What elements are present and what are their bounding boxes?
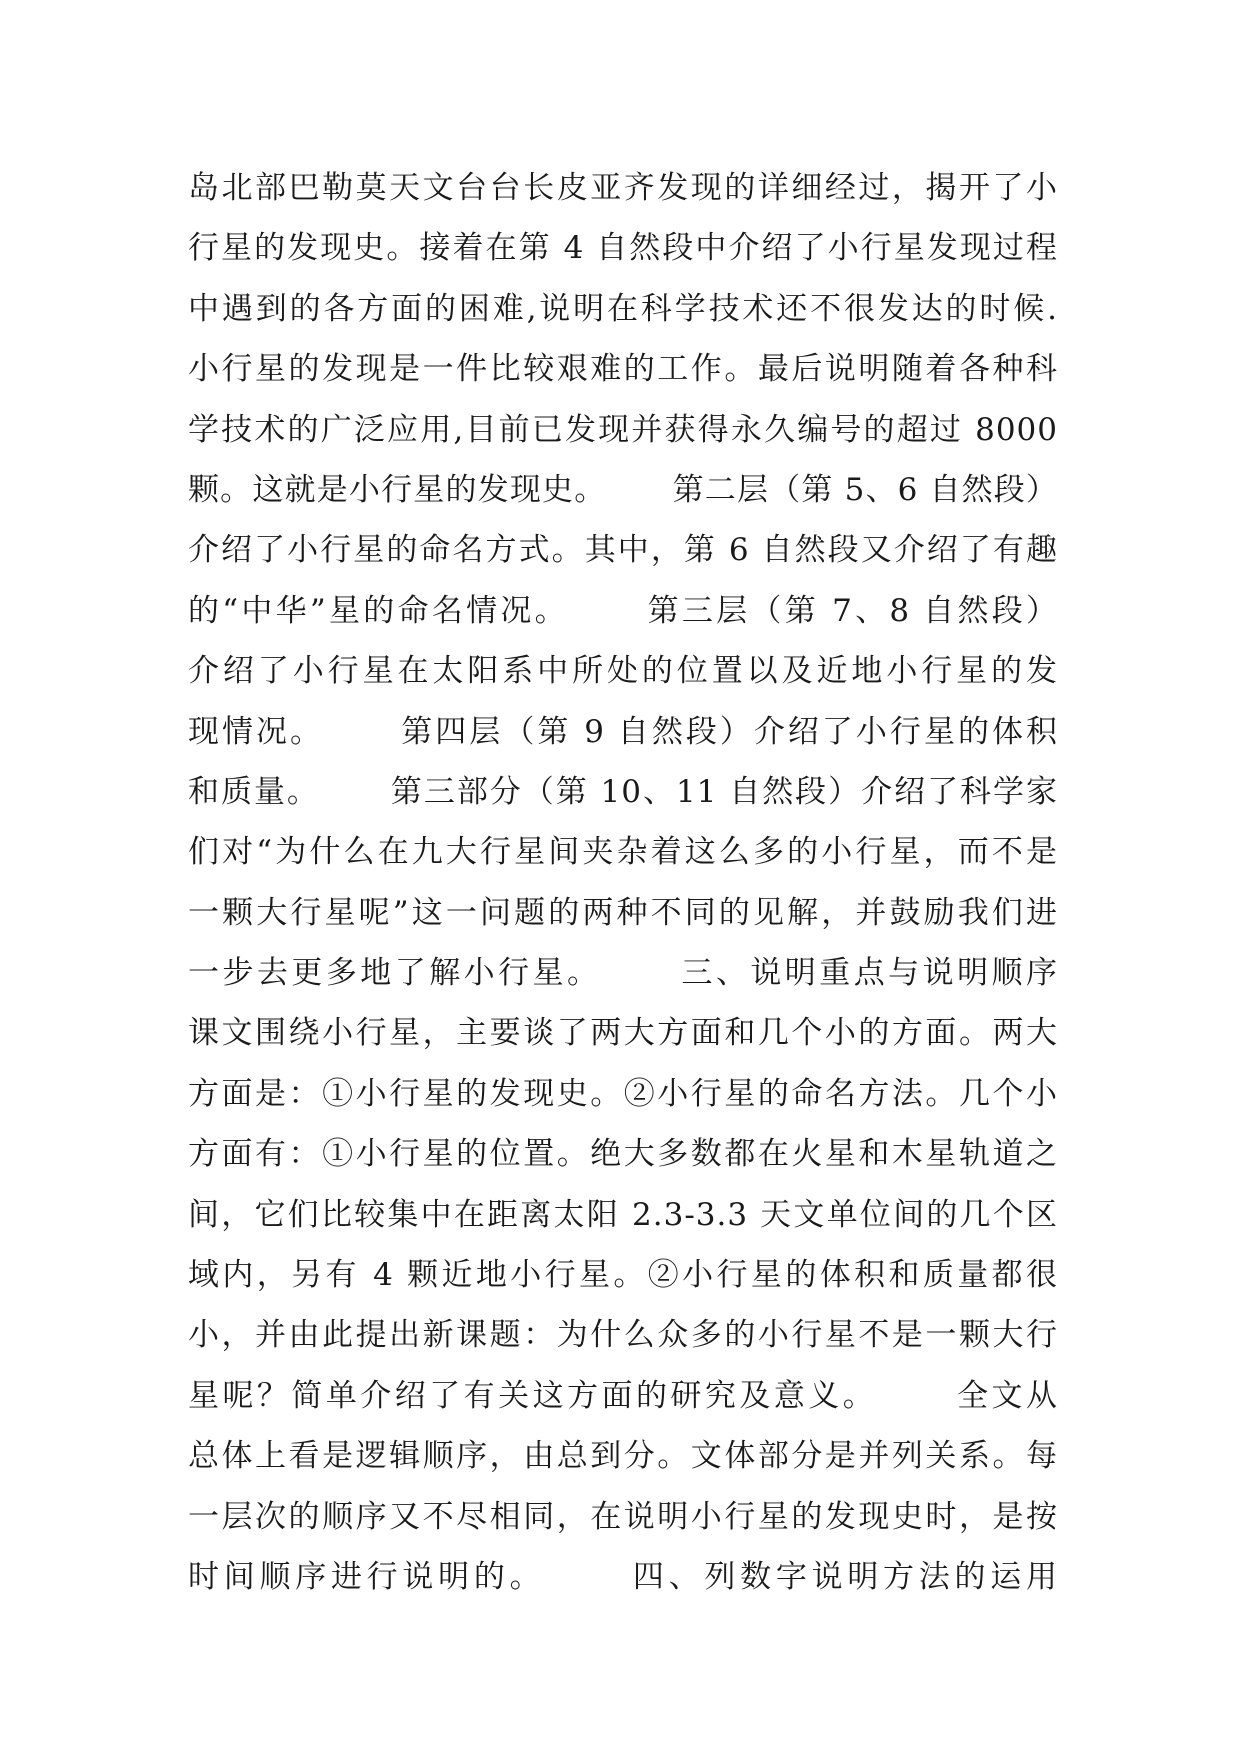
text-line: 中遇到的各方面的困难,说明在科学技术还不很发达的时候.	[188, 290, 1058, 327]
text-line: 岛北部巴勒莫天文台台长皮亚齐发现的详细经过，揭开了小	[188, 170, 1058, 206]
text-line: 和质量。 第三部分（第 10、11 自然段）介绍了科学家	[188, 773, 1058, 810]
text-line: 方面是：①小行星的发现史。②小行星的命名方法。几个小	[188, 1075, 1058, 1112]
text-line: 介绍了小行星在太阳系中所处的位置以及近地小行星的发	[188, 653, 1058, 690]
text-line: 总体上看是逻辑顺序，由总到分。文体部分是并列关系。每	[188, 1438, 1058, 1475]
text-line: 域内，另有 4 颗近地小行星。②小行星的体积和质量都很	[188, 1257, 1058, 1294]
text-line: 时间顺序进行说明的。 四、列数字说明方法的运用	[188, 1558, 1058, 1595]
text-line: 星呢？简单介绍了有关这方面的研究及意义。 全文从	[188, 1377, 1058, 1414]
text-line: 间，它们比较集中在距离太阳 2.3-3.3 天文单位间的几个区	[188, 1196, 1058, 1233]
text-line: 们对“为什么在九大行星间夹杂着这么多的小行星，而不是	[188, 834, 1058, 871]
text-line: 方面有：①小行星的位置。绝大多数都在火星和木星轨道之	[188, 1136, 1058, 1173]
text-line: 一层次的顺序又不尽相同，在说明小行星的发现史时，是按	[188, 1498, 1058, 1535]
text-line: 小行星的发现是一件比较艰难的工作。最后说明随着各种科	[188, 351, 1058, 388]
text-line: 颗。这就是小行星的发现史。 第二层（第 5、6 自然段）	[188, 471, 1058, 508]
text-line: 的“中华”星的命名情况。 第三层（第 7、8 自然段）	[188, 592, 1058, 629]
text-line: 小，并由此提出新课题：为什么众多的小行星不是一颗大行	[188, 1317, 1058, 1354]
text-line: 行星的发现史。接着在第 4 自然段中介绍了小行星发现过程	[188, 230, 1058, 267]
text-line: 介绍了小行星的命名方式。其中，第 6 自然段又介绍了有趣	[188, 532, 1058, 569]
text-line: 学技术的广泛应用,目前已发现并获得永久编号的超过 8000	[188, 411, 1058, 448]
text-line: 课文围绕小行星，主要谈了两大方面和几个小的方面。两大	[188, 1015, 1058, 1052]
body-text	[188, 158, 1058, 1607]
text-line: 现情况。 第四层（第 9 自然段）介绍了小行星的体积	[188, 713, 1058, 750]
text-line: 一颗大行星呢”这一问题的两种不同的见解，并鼓励我们进	[188, 894, 1058, 931]
text-line: 一步去更多地了解小行星。 三、说明重点与说明顺序	[188, 955, 1058, 992]
